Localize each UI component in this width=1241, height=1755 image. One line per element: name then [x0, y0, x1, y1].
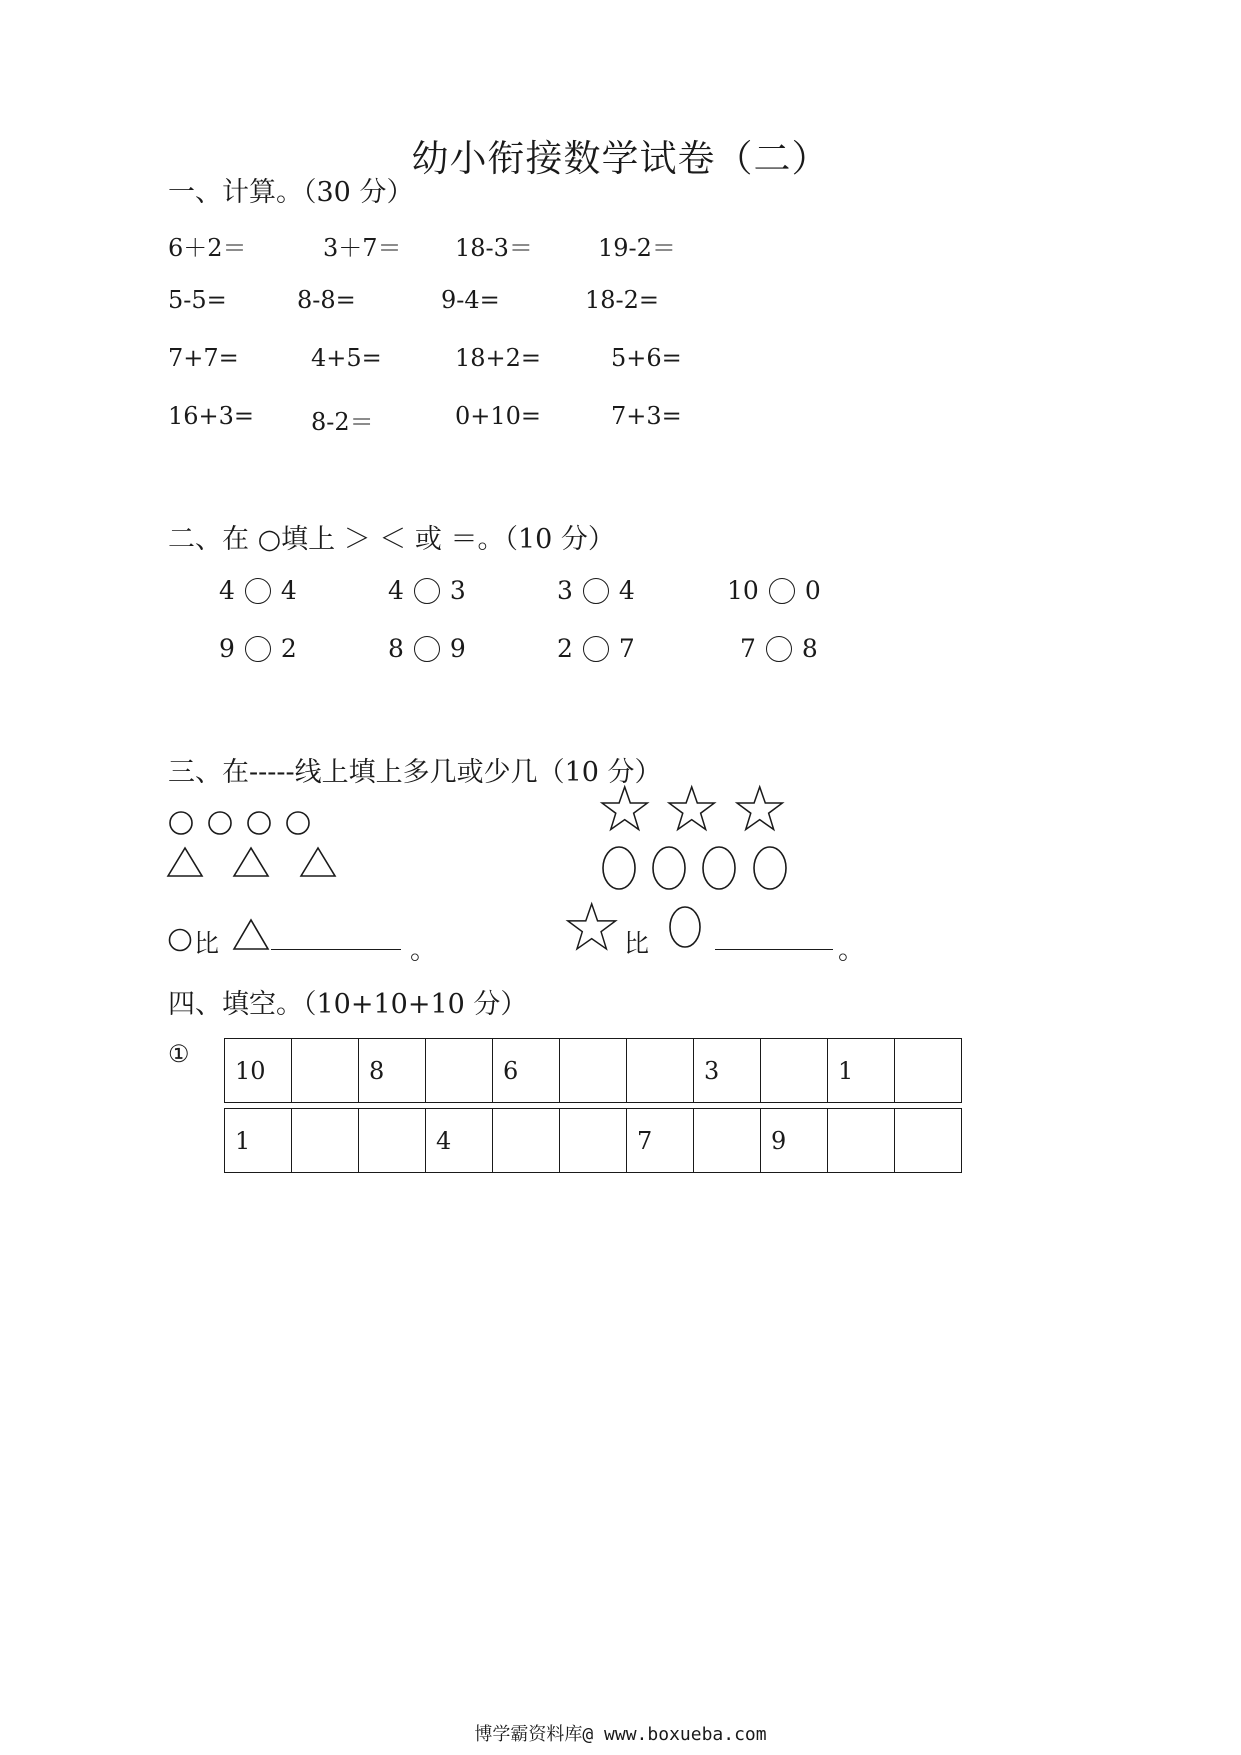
compare-right: 4: [618, 576, 635, 605]
section-1-heading: 一、计算。（30 分）: [168, 177, 414, 208]
triangle-icon: [301, 848, 335, 876]
grid-cell[interactable]: [493, 1109, 560, 1173]
compare-left: 2: [557, 634, 573, 663]
grid-cell[interactable]: [828, 1109, 895, 1173]
number-grid-2: [224, 1108, 962, 1173]
answer-circle[interactable]: [766, 636, 792, 662]
triangles-group: [166, 846, 341, 880]
compare-word: 比: [624, 929, 650, 958]
triangle-icon: [232, 918, 272, 952]
star-icon: [565, 902, 623, 952]
oval-icon: [603, 847, 635, 889]
answer-circle[interactable]: [769, 578, 795, 604]
oval-icon: [754, 847, 786, 889]
circle-icon: [287, 812, 309, 834]
circle-icon: [168, 928, 194, 954]
compare-item: [557, 576, 635, 605]
stars-group: [600, 788, 795, 833]
period: 。: [838, 935, 865, 966]
compare-left: 7: [740, 634, 756, 663]
ovals-group: [600, 844, 795, 894]
answer-circle[interactable]: [414, 578, 440, 604]
answer-blank[interactable]: [715, 948, 833, 950]
equation: 6＋2＝: [168, 234, 247, 262]
compare-item: [219, 634, 297, 663]
answer-circle[interactable]: [583, 578, 609, 604]
grid-cell: 7: [627, 1109, 694, 1173]
oval-icon: [703, 847, 735, 889]
grid-cell[interactable]: [560, 1109, 627, 1173]
compare-left: 8: [388, 634, 404, 663]
grid-cell[interactable]: [895, 1109, 962, 1173]
compare-left: 3: [557, 576, 573, 605]
grid-cell[interactable]: [292, 1039, 359, 1103]
equation: 3＋7＝: [323, 234, 402, 262]
compare-left: 4: [219, 576, 235, 605]
equation: 7+3=: [611, 402, 682, 430]
compare-word: 比: [194, 929, 220, 958]
compare-right: 9: [449, 634, 466, 663]
equation: 5+6=: [611, 344, 682, 372]
compare-left: 10: [727, 576, 759, 605]
period: 。: [410, 935, 437, 966]
equation: 7+7=: [168, 344, 239, 372]
compare-item: [557, 634, 635, 663]
equation: 18-3＝: [455, 234, 533, 262]
answer-circle[interactable]: [245, 636, 271, 662]
grid-cell[interactable]: [292, 1109, 359, 1173]
grid-cell: 10: [225, 1039, 292, 1103]
equation: 0+10=: [455, 402, 542, 430]
grid-cell[interactable]: [560, 1039, 627, 1103]
answer-blank[interactable]: [271, 948, 401, 950]
equation: 18+2=: [455, 344, 542, 372]
oval-icon: [668, 904, 704, 952]
equation: 16+3=: [168, 402, 255, 430]
grid-cell: 1: [828, 1039, 895, 1103]
grid-cell[interactable]: [895, 1039, 962, 1103]
compare-item: [388, 634, 466, 663]
answer-circle[interactable]: [583, 636, 609, 662]
grid-cell[interactable]: [761, 1039, 828, 1103]
equation: 4+5=: [311, 344, 382, 372]
equation: 5-5=: [168, 286, 227, 314]
grid-cell: 8: [359, 1039, 426, 1103]
footer-watermark: 博学霸资料库@ www.boxueba.com: [474, 1724, 767, 1745]
compare-right: 3: [449, 576, 466, 605]
section-3-heading: 三、在-----线上填上多几或少几（10 分）: [168, 757, 662, 788]
compare-item: [219, 576, 297, 605]
equation: 8-2＝: [311, 408, 374, 436]
compare-right: 8: [801, 634, 818, 663]
compare-right: 4: [280, 576, 297, 605]
equation: 8-8=: [297, 286, 356, 314]
compare-item: [727, 576, 821, 605]
compare-item: [740, 634, 818, 663]
grid-cell: 9: [761, 1109, 828, 1173]
equation: 19-2＝: [598, 234, 676, 262]
triangle-icon: [234, 848, 268, 876]
compare-item: [388, 576, 466, 605]
circle-icon: [209, 812, 231, 834]
compare-left: 4: [388, 576, 404, 605]
oval-icon: [653, 847, 685, 889]
grid-cell: 4: [426, 1109, 493, 1173]
compare-left: 9: [219, 634, 235, 663]
circle-icon: [170, 812, 192, 834]
section-2-heading: 二、在 ○填上 ＞ ＜ 或 ＝。（10 分）: [168, 524, 615, 555]
triangle-icon: [168, 848, 202, 876]
star-icon: [602, 787, 647, 830]
compare-right: 2: [280, 634, 297, 663]
compare-right: 0: [804, 576, 821, 605]
grid-cell: 1: [225, 1109, 292, 1173]
star-icon: [737, 787, 782, 830]
circles-group: [168, 810, 318, 840]
grid-cell: 6: [493, 1039, 560, 1103]
item-marker: ①: [168, 1040, 190, 1068]
number-grid-1: [224, 1038, 962, 1103]
grid-cell[interactable]: [426, 1039, 493, 1103]
grid-cell[interactable]: [359, 1109, 426, 1173]
equation: 18-2=: [585, 286, 660, 314]
grid-cell: 3: [694, 1039, 761, 1103]
equation: 9-4=: [441, 286, 500, 314]
page-title: 幼小衔接数学试卷（二）: [411, 137, 830, 180]
grid-cell[interactable]: [694, 1109, 761, 1173]
star-icon: [669, 787, 714, 830]
answer-circle[interactable]: [245, 578, 271, 604]
answer-circle[interactable]: [414, 636, 440, 662]
section-4-heading: 四、填空。（10+10+10 分）: [168, 989, 528, 1020]
compare-right: 7: [618, 634, 635, 663]
grid-cell[interactable]: [627, 1039, 694, 1103]
circle-icon: [248, 812, 270, 834]
